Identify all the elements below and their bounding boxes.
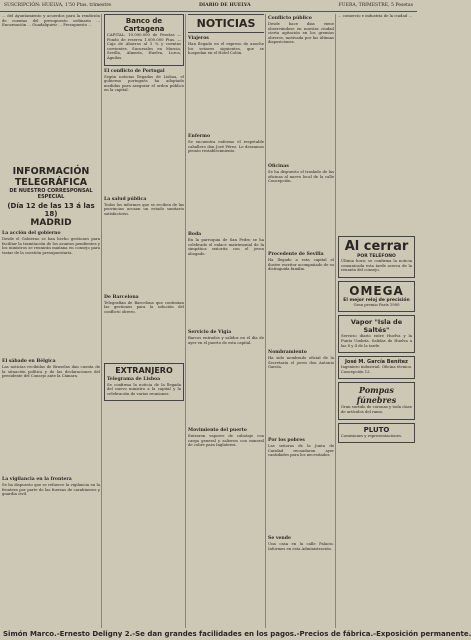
pluto-title: PLUTO [363,425,390,434]
dateline-city: MADRID [30,218,72,228]
col1-sec3-text: Se ha dispuesto que se refuerce la vigilancia en la frontera por parte de las fuerzas de carabineros y guardia civil. [2,482,100,497]
column-rule [185,14,186,628]
column-rule [101,14,102,628]
headline-sub: DE NUESTRO CORRESPONSAL ESPECIAL [9,188,93,200]
col4-sec4-text: Ha sido nombrado oficial de la Secretaría el joven don Antonio García. [268,355,334,370]
bank-title: Banco de Cartagena [123,17,165,33]
vapor-text: Servicio diario entre Huelva y la Punta Umbría. Salidas de Huelva a las 8 y 4 de la tarde. [341,333,412,348]
bank-advert [104,14,184,66]
col5-top-text: ... comercio e industria de la ciudad ... [338,13,413,18]
col2-sec3-title: De Barcelona [104,294,139,300]
col3-sec3-text: En la parroquia de San Pedro se ha celebrado el enlace matrimonial de la simpática señorita con el joven abogado. [188,237,264,256]
col3-sec1-text: Han llegado en el expreso de anoche los señores siguientes, que se hospedan en el Hotel Colón. [188,41,264,56]
al-cerrar-title: Al cerrar [344,239,409,254]
extranjero-box [104,363,184,402]
col3-sec4-text: Barcos entrados y salidos en el día de ayer en el puerto de esta capital. [188,335,264,345]
al-cerrar-sub: POR TELÉFONO [357,254,396,259]
noticias-title: NOTICIAS [196,17,256,30]
col3-sec1-title: Viajeros [188,36,209,41]
bank-text: CAPITAL: 10.000.000 de Pesetas — Fondo de reserva 1.000.000 Ptas. — Caja de Ahorros al 3 % y cuentas corrientes. Sucursales en Murcia, Sevilla, Almería, Huelva, Lorca, Águilas. [107,32,181,60]
headline-main: INFORMACIÓN TELEGRÁFICA [12,166,90,188]
col1-sec1-title: La acción del gobierno [2,231,61,236]
pluto-advert [338,423,415,444]
col4-sec4-title: Nombramiento [268,350,307,355]
col2-sec1-title: El conflicto de Portugal [104,68,165,74]
column-2 [104,14,184,628]
col4-sec1-title: Conflicto público [268,16,312,21]
col4-sec2-title: Oficinas [268,164,289,169]
col2-sec2-text: Todos los informes que se reciben de las provincias acusan un estado sanitario satisfactorio. [104,201,184,216]
extranjero-sub: Telegrama de Lisboa [107,376,161,382]
column-4 [268,14,334,628]
masthead-price: FUERA, TRIMESTRE, 5 Pesetas [338,3,413,8]
omega-title: OMEGA [349,283,404,298]
col4-sec6-text: Una casa en la calle Palacio. Informes en esta Administración. [268,541,334,551]
garcia-advert [338,356,415,379]
col4-sec3-text: Ha llegado a esta capital el ilustre escritor acompañado de su distinguida familia. [268,257,334,272]
garcia-text: Ingeniero industrial. Oficina técnica. Concepción 12. [341,364,412,374]
col4-sec2-text: Se ha dispuesto el traslado de las oficinas al nuevo local de la calle Concepción. [268,169,334,184]
col4-sec5-text: Las señoras de la Junta de Caridad recaudaron ayer cantidades para los necesitados. [268,443,334,458]
col2-sec1-text: Según noticias llegadas de Lisboa, el gobierno portugués ha adoptado medidas para asegurar el orden público en la capital. [104,73,184,93]
omega-advert [338,281,415,313]
col1-sec2-text: Las noticias recibidas de Bruselas dan cuenta de la situación política y de las declaraciones del presidente del Consejo ante la Cámara. [2,364,100,379]
col2-sec2-title: La salud pública [104,196,147,202]
col1-sec3-title: La vigilancia en la frontera [2,477,72,482]
al-cerrar-text: Última hora: se confirma la noticia comunicada esta tarde acerca de la reunión del consejo. [341,258,412,273]
column-3 [188,14,264,628]
footer-banner-advert: Simón Marco.-Ernesto Deligny 2.-Se dan grandes facilidades en los pagos.-Precios de fábrica.-Exposición permanente. [3,630,471,638]
vapor-title: Vapor "Isla de Saltés" [350,318,403,335]
col3-sec5-title: Movimiento del puerto [188,428,247,433]
masthead-subscription: SUSCRIPCIÓN: HUELVA, 1'50 Ptas. trimestre [4,3,112,8]
col4-sec3-title: Procedente de Sevilla [268,252,324,257]
col1-top-text: ... del Ayuntamiento y acuerdos para la rendición de cuentas del presupuesto ordinario ... Encarnación ... Guadalquivir ... Presupuesto ... [2,13,100,28]
vapor-advert [338,315,415,353]
col3-sec3-title: Boda [188,232,202,237]
col4-sec6-title: Se vende [268,536,291,541]
pompas-title: Pompas fúnebres [356,385,397,406]
col4-sec1-text: Desde hace días viene observándose en nuestra ciudad cierta agitación en los gremios obreros, motivada por las últimas disposiciones. [268,21,334,45]
col4-sec5-title: Por los pobres [268,438,305,443]
omega-text: Gran premio París 1900 [353,301,400,307]
pompas-text: Gran surtido de coronas y toda clase de artículos del ramo. [341,404,412,414]
extranjero-title: EXTRANJERO [115,365,173,375]
col2-sec3-text: Telegrafían de Barcelona que continúan las gestiones para la solución del conflicto obrero. [104,299,184,314]
col3-sec4-title: Servicio de Vigía [188,330,232,335]
dateline: (Día 12 de las 13 á las 18) [7,202,95,218]
masthead-title: DIARIO DE HUELVA [199,3,251,8]
pompas-advert [338,382,415,419]
garcia-title: José M. García Benítez [345,359,408,366]
column-rule [335,14,336,628]
extranjero-text: Se confirma la noticia de la llegada del nuevo ministro a la capital y la celebración de varias reuniones. [107,381,181,396]
masthead [0,0,417,12]
al-cerrar-box [338,236,415,278]
omega-sub: El mejor reloj de precisión [343,297,410,303]
column-1 [2,14,100,628]
noticias-header [188,14,264,33]
col3-sec2-title: Enfermo [188,134,211,139]
col3-sec2-text: Se encuentra enfermo el respetable caballero don José Pérez. Le deseamos pronto restablecimiento. [188,139,264,154]
column-rule [265,14,266,628]
col1-sec2-title: El sábado en Bélgica [2,359,56,364]
column-5 [338,14,415,628]
pluto-text: Comisiones y representaciones. [341,432,403,438]
col1-sec1-text: Desde el Gobierno se han hecho gestiones para facilitar la tramitación de los asuntos pendientes y los ministros se reunirán mañana en consejo para tratar de la cuestión presupuestaria. [2,236,100,255]
headline-telegraphic [2,166,100,228]
col3-sec5-text: Entraron vapores de cabotaje con carga general y salieron con mineral de cobre para Inglaterra. [188,433,264,448]
